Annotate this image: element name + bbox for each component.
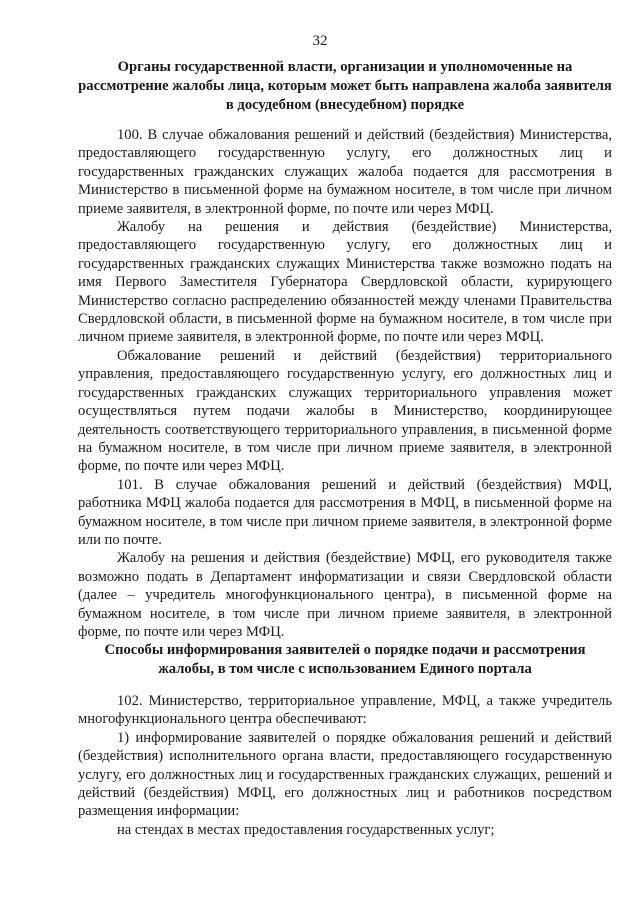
section-heading-informing-methods: Способы информирования заявителей о порядке подачи и рассмотрения жалобы, в том числе с использованием Единого портала	[104, 642, 586, 677]
paragraph-101-department: Жалобу на решения и действия (бездействие) МФЦ, его руководителя также возможно подать в Департамент информатизации и связи Свердловской области (далее – учредитель многофункционального центра), в письменной форме на бумажном носителе, в том числе при личном приеме заявителя, в электронной форме, по почте или через МФЦ.	[78, 550, 612, 640]
section-body-complaint-bodies	[78, 126, 612, 641]
section-heading-complaint-bodies: Органы государственной власти, организации и уполномоченные на рассмотрение жалобы лица, которым может быть направлена жалоба заявителя в досудебном (внесудебном) порядке	[78, 59, 612, 113]
page-number: 32	[312, 33, 328, 49]
paragraph-100: 100. В случае обжалования решений и действий (бездействия) Министерства, предоставляющего государственную услугу, его должностных лиц и государственных гражданских служащих жалоба подается для рассмотрения в Министерство в письменной форме на бумажном носителе, в том числе при личном приеме заявителя, в электронной форме, по почте или через МФЦ.	[78, 127, 612, 217]
paragraph-102-item-1: 1) информирование заявителей о порядке обжалования решений и действий (бездействия) исполнительного органа власти, предоставляющего государственную услугу, его должностных лиц и государственных гражданских служащих, решений и действий (бездействия) МФЦ, его должностных лиц и работников посредством размещения информации:	[78, 729, 612, 820]
paragraph-100-first-deputy: Жалобу на решения и действия (бездействие) Министерства, предоставляющего государственную услугу, его должностных лиц и государственных гражданских служащих Министерства также возможно подать на имя Первого Заместителя Губернатора Свердловской области, курирующего Министерство согласно распределению обязанностей между членами Правительства Свердловской области, в письменной форме на бумажном носителе, в том числе при личном приеме заявителя, в электронной форме, по почте или через МФЦ.	[78, 219, 612, 346]
paragraph-102-stands: на стендах в местах предоставления государственных услуг;	[117, 821, 495, 838]
paragraph-100-territorial: Обжалование решений и действий (бездействия) территориального управления, предоставляющего государственную услугу, его должностных лиц и государственных гражданских служащих территориального управления может осуществляться путем подачи жалобы в Министерство, координирующее деятельность соответствующего территориального управления, в письменной форме на бумажном носителе, в том числе при личном приеме заявителя, в электронной форме, по почте или через МФЦ.	[78, 347, 612, 475]
paragraph-102: 102. Министерство, территориальное управление, МФЦ, а также учредитель многофункционального центра обеспечивают:	[78, 693, 612, 728]
section-body-informing-methods	[78, 692, 612, 839]
paragraph-101: 101. В случае обжалования решений и действий (бездействия) МФЦ, работника МФЦ жалоба подается для рассмотрения в МФЦ, в письменной форме на бумажном носителе, в том числе при личном приеме заявителя, в электронной форме или по почте.	[78, 476, 612, 548]
